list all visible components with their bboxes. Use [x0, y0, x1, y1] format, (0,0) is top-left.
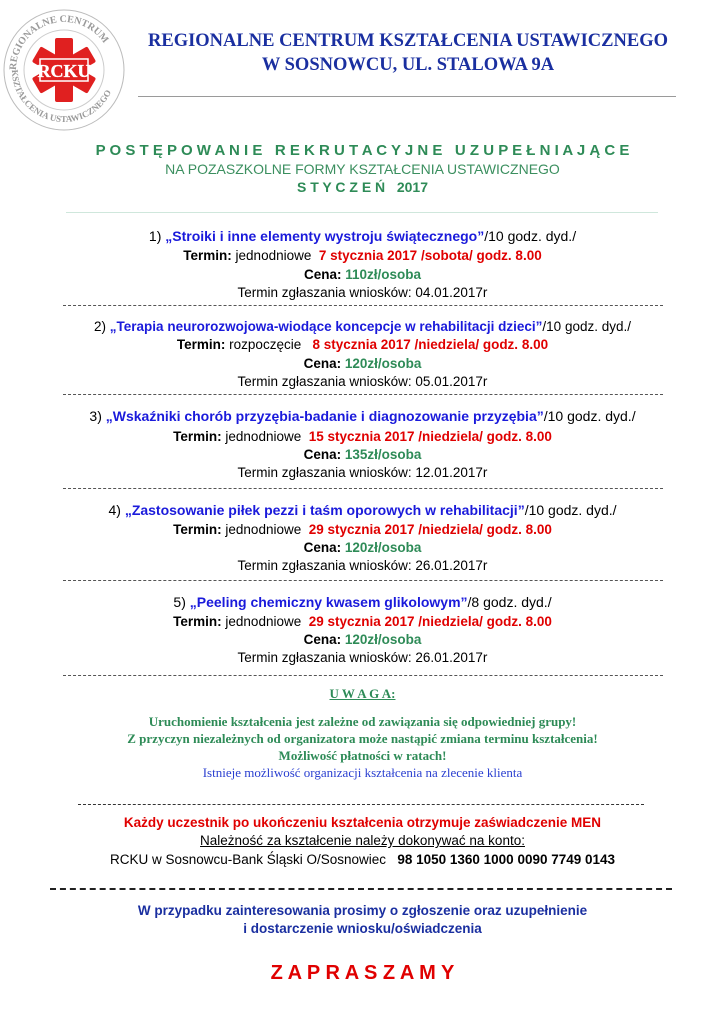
payment-info: Należność za kształcenie należy dokonywać na konto:	[200, 833, 525, 848]
notice-line-3: Możliwość płatności w ratach!	[278, 748, 447, 763]
month-label: S T Y C Z E Ń 2017	[297, 179, 428, 195]
course-2-deadline: Termin zgłaszania wniosków: 05.01.2017r	[237, 374, 488, 389]
rcku-logo	[2, 6, 126, 134]
course-5-price: Cena: 120zł/osoba	[303, 632, 422, 647]
svg-text:KSZTAŁCENIA USTAWICZNEGO: KSZTAŁCENIA USTAWICZNEGO	[9, 69, 114, 125]
notice-line-1: Uruchomienie kształcenia jest zależne od zawiązania się odpowiedniej grupy!	[148, 714, 577, 729]
course-5-deadline: Termin zgłaszania wniosków: 26.01.2017r	[237, 650, 488, 665]
course-2-term: Termin: rozpoczęcie 8 stycznia 2017 /niedziela/ godz. 8.00	[176, 337, 549, 352]
bank-account	[0, 851, 725, 869]
title-divider	[66, 212, 658, 213]
course-2-title: 2) „Terapia neurorozwojowa-wiodące koncepcje w rehabilitacji dzieci”/10 godz. dyd./	[94, 319, 631, 334]
header-line-1: REGIONALNE CENTRUM KSZTAŁCENIA USTAWICZNEGO	[148, 31, 668, 51]
course-1-term: Termin: jednodniowe 7 stycznia 2017 /sobota/ godz. 8.00	[183, 248, 542, 263]
course-4-price: Cena: 120zł/osoba	[303, 540, 422, 555]
course-4-title: 4) „Zastosowanie piłek pezzi i taśm oporowych w rehabilitacji”/10 godz. dyd./	[108, 502, 617, 518]
course-5-term: Termin: jednodniowe 29 stycznia 2017 /niedziela/ godz. 8.00	[173, 614, 552, 629]
course-3-price: Cena: 135zł/osoba	[303, 447, 422, 462]
separator	[63, 675, 663, 676]
separator	[63, 488, 663, 489]
page-subtitle: NA POZASZKOLNE FORMY KSZTAŁCENIA USTAWICZNEGO	[165, 161, 560, 177]
course-5-title: 5) „Peeling chemiczny kwasem glikolowym”/8 godz. dyd./	[173, 594, 552, 610]
contact-line-2: i dostarczenie wniosku/oświadczenia	[243, 921, 482, 936]
separator	[63, 305, 663, 306]
contact-line-1: W przypadku zainteresowania prosimy o zgłoszenie oraz uzupełnienie	[137, 903, 588, 918]
course-3-title: 3) „Wskaźniki chorób przyzębia-badanie i diagnozowanie przyzębia”/10 godz. dyd./	[89, 408, 636, 424]
notice-line-2: Z przyczyn niezależnych od organizatora może nastąpić zmiana terminu kształcenia!	[127, 731, 598, 746]
course-3-deadline: Termin zgłaszania wniosków: 12.01.2017r	[237, 465, 488, 480]
course-1-price: Cena: 110zł/osoba	[303, 267, 422, 282]
course-name: „Stroiki i inne elementy wystroju świątecznego”	[165, 228, 485, 244]
course-1-title: 1) „Stroiki i inne elementy wystroju świątecznego”/10 godz. dyd./	[148, 228, 577, 244]
header-divider	[138, 96, 676, 97]
header-line-2: W SOSNOWCU, UL. STALOWA 9A	[261, 55, 555, 75]
notice-heading: U W A G A:	[329, 686, 396, 701]
separator	[63, 394, 663, 395]
bank-name: RCKU w Sosnowcu-Bank Śląski O/Sosnowiec	[109, 852, 387, 867]
separator	[63, 580, 663, 581]
certificate-info: Każdy uczestnik po ukończeniu kształcenia otrzymuje zaświadczenie MEN	[123, 815, 602, 830]
course-number: 1	[148, 228, 157, 244]
course-4-term: Termin: jednodniowe 29 stycznia 2017 /niedziela/ godz. 8.00	[173, 522, 552, 537]
course-4-deadline: Termin zgłaszania wniosków: 26.01.2017r	[237, 558, 488, 573]
separator	[78, 804, 644, 805]
invite-text: Z A P R A S Z A M Y	[270, 962, 455, 984]
account-number: 98 1050 1360 1000 0090 7749 0143	[397, 852, 616, 867]
page-title: P O S T Ę P O W A N I E R E K R U T A C Y J N E U Z U P E Ł N I A J Ą C E	[95, 142, 630, 159]
course-2-price: Cena: 120zł/osoba	[303, 356, 422, 371]
course-3-term: Termin: jednodniowe 15 stycznia 2017 /niedziela/ godz. 8.00	[173, 429, 552, 444]
svg-text:REGIONALNE CENTRUM: REGIONALNE CENTRUM	[7, 13, 111, 71]
course-1-deadline: Termin zgłaszania wniosków: 04.01.2017r	[237, 285, 488, 300]
course-hours: /10 godz. dyd./	[484, 228, 577, 244]
separator	[50, 888, 672, 890]
logo-text: RCKU	[37, 61, 91, 81]
notice-line-4: Istnieje możliwość organizacji kształcenia na zlecenie klienta	[202, 765, 523, 780]
